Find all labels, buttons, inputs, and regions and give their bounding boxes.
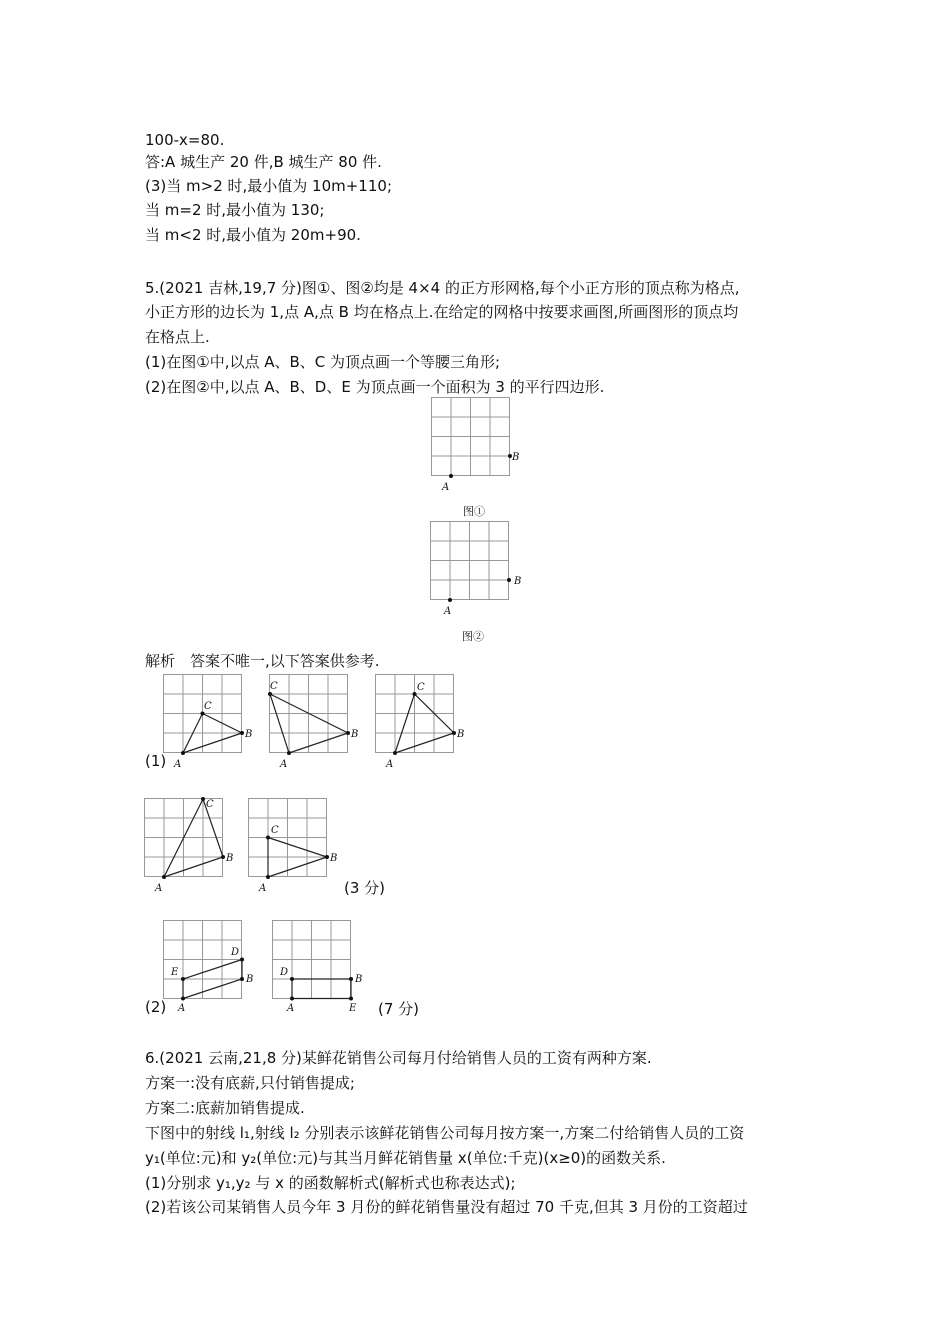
svg-text:A: A (287, 1003, 295, 1014)
score-label: (3 分) (344, 879, 386, 897)
score-label: (7 分) (378, 1000, 420, 1018)
text-line: (3)当 m>2 时,最小值为 10m+110; (145, 177, 392, 195)
solution-grid (163, 920, 263, 1020)
svg-text:A: A (280, 759, 288, 770)
question-5-text: 5.(2021 吉林,19,7 分)图①、图②均是 4×4 的正方形网格,每个小正方形的顶点称为格点, (145, 279, 740, 297)
question-6-part2: (2)若该公司某销售人员今年 3 月份的鲜花销售量没有超过 70 千克,但其 3 月份的工资超过 (145, 1198, 748, 1216)
solution-grid (163, 674, 263, 774)
svg-text:C: C (417, 682, 425, 693)
solution-grid (269, 674, 369, 774)
text-line: 当 m=2 时,最小值为 130; (145, 201, 325, 219)
question-5-text: 小正方形的边长为 1,点 A,点 B 均在格点上.在给定的网格中按要求画图,所画图形的顶点均 (145, 303, 739, 321)
solution-grid (144, 798, 244, 898)
figure-1-caption: 图① (463, 505, 485, 518)
svg-text:A: A (174, 759, 182, 770)
svg-text:B: B (351, 729, 359, 740)
svg-text:B: B (457, 729, 465, 740)
svg-text:C: C (204, 701, 212, 712)
question-6-text: 下图中的射线 l₁,射线 l₂ 分别表示该鲜花销售公司每月按方案一,方案二付给销售人员的工资 (145, 1124, 745, 1142)
part-label: (2) (145, 998, 167, 1016)
svg-text:A: A (178, 1003, 186, 1014)
svg-text:D: D (280, 967, 289, 978)
svg-text:C: C (270, 681, 278, 692)
svg-text:A: A (155, 883, 163, 894)
solution-grid (272, 920, 372, 1020)
question-6-text: 6.(2021 云南,21,8 分)某鲜花销售公司每月付给销售人员的工资有两种方案. (145, 1049, 652, 1067)
figure-2-grid (430, 521, 530, 621)
question-6-text: 方案一:没有底薪,只付销售提成; (145, 1074, 355, 1092)
question-6-text: y₁(单位:元)和 y₂(单位:元)与其当月鲜花销售量 x(单位:千克)(x≥0)的函数关系. (145, 1149, 666, 1167)
svg-text:E: E (171, 967, 179, 978)
svg-text:B: B (226, 853, 234, 864)
text-line: 答:A 城生产 20 件,B 城生产 80 件. (145, 153, 382, 171)
question-5-text: 在格点上. (145, 328, 210, 346)
question-5-part2: (2)在图②中,以点 A、B、D、E 为顶点画一个面积为 3 的平行四边形. (145, 378, 605, 396)
solution-grid (248, 798, 348, 898)
svg-text:A: A (386, 759, 394, 770)
svg-text:B: B (355, 974, 363, 985)
svg-text:B: B (330, 853, 338, 864)
point-label: A (444, 606, 452, 617)
solution-heading: 解析 答案不唯一,以下答案供参考. (145, 652, 380, 670)
svg-text:D: D (231, 947, 240, 958)
figure-2-caption: 图② (462, 630, 484, 643)
point-label: B (514, 576, 522, 587)
question-6-text: 方案二:底薪加销售提成. (145, 1099, 305, 1117)
point-label: A (442, 482, 450, 493)
text-line: 100-x=80. (145, 131, 225, 149)
svg-text:E: E (349, 1003, 357, 1014)
svg-text:C: C (206, 799, 214, 810)
question-5-part1: (1)在图①中,以点 A、B、C 为顶点画一个等腰三角形; (145, 353, 501, 371)
question-6-part1: (1)分别求 y₁,y₂ 与 x 的函数解析式(解析式也称表达式); (145, 1174, 516, 1192)
text-line: 当 m<2 时,最小值为 20m+90. (145, 226, 361, 244)
solution-grid (375, 674, 475, 774)
part-label: (1) (145, 752, 167, 770)
svg-text:C: C (271, 825, 279, 836)
point-label: B (512, 452, 520, 463)
figure-1-grid (431, 397, 531, 497)
svg-text:B: B (246, 974, 254, 985)
svg-text:B: B (245, 729, 253, 740)
svg-text:A: A (259, 883, 267, 894)
